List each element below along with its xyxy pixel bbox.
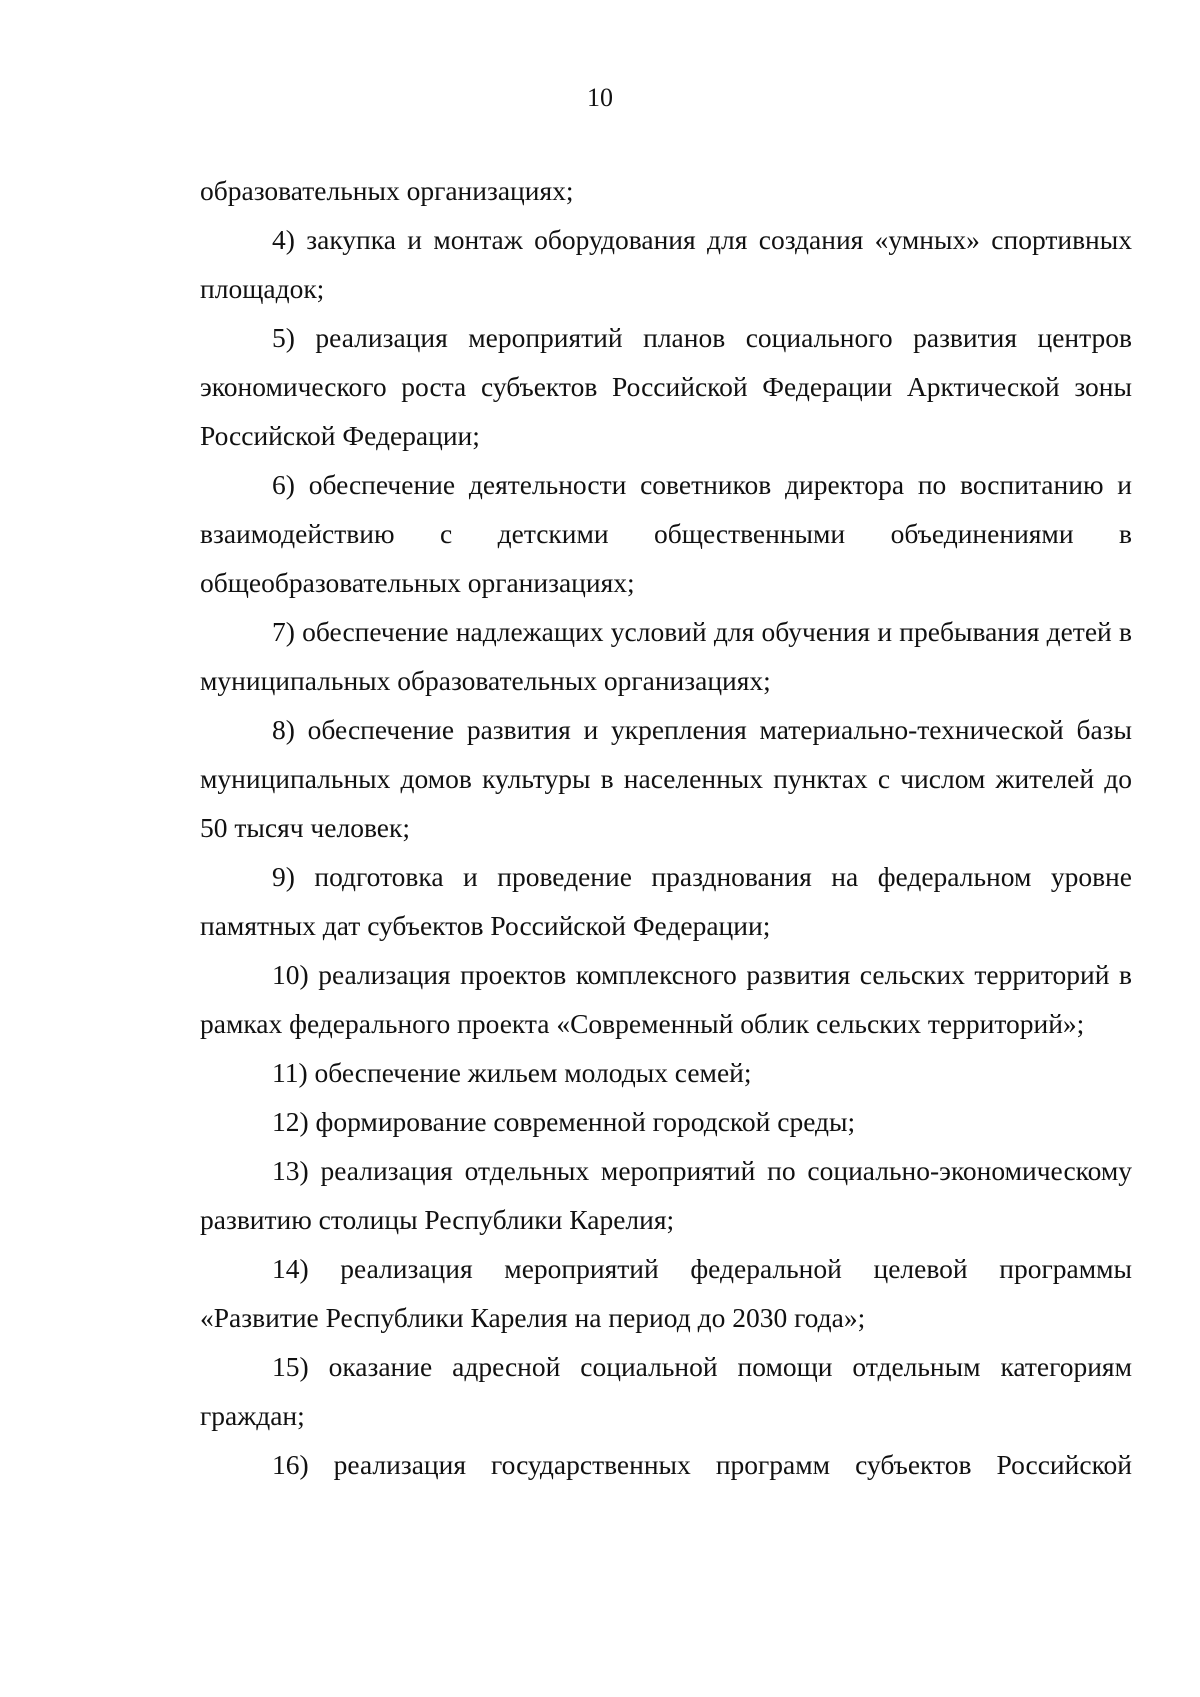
list-item-4: 4) закупка и монтаж оборудования для создания «умных» спортивных площадок;	[200, 224, 1132, 304]
list-item-6: 6) обеспечение деятельности советников директора по воспитанию и взаимодействию с детскими общественными объединениями в общеобразовательных организациях;	[200, 469, 1132, 598]
list-item-15: 15) оказание адресной социальной помощи отдельным категориям граждан;	[200, 1351, 1132, 1431]
paragraph-continuation: образовательных организациях;	[200, 175, 574, 206]
list-item-10: 10) реализация проектов комплексного развития сельских территорий в рамках федерального проекта «Современный облик сельских территорий»;	[200, 959, 1132, 1039]
list-item-8: 8) обеспечение развития и укрепления материально-технической базы муниципальных домов культуры в населенных пунктах с числом жителей до 50 тысяч человек;	[200, 714, 1132, 843]
list-item-11: 11) обеспечение жильем молодых семей;	[272, 1057, 752, 1088]
list-item-7: 7) обеспечение надлежащих условий для обучения и пребывания детей в муниципальных образовательных организациях;	[200, 616, 1132, 696]
list-item-13: 13) реализация отдельных мероприятий по социально-экономическому развитию столицы Республики Карелия;	[200, 1155, 1132, 1235]
page-number: 10	[587, 83, 613, 112]
list-item-9: 9) подготовка и проведение празднования на федеральном уровне памятных дат субъектов Российской Федерации;	[200, 861, 1132, 941]
list-item-16: 16) реализация государственных программ субъектов Российской	[272, 1449, 1132, 1480]
document-body	[200, 166, 1132, 1489]
list-item-5: 5) реализация мероприятий планов социального развития центров экономического роста субъектов Российской Федерации Арктической зоны Российской Федерации;	[200, 322, 1132, 451]
list-item-12: 12) формирование современной городской среды;	[272, 1106, 856, 1137]
list-item-14: 14) реализация мероприятий федеральной целевой программы «Развитие Республики Карелия на период до 2030 года»;	[200, 1253, 1132, 1333]
